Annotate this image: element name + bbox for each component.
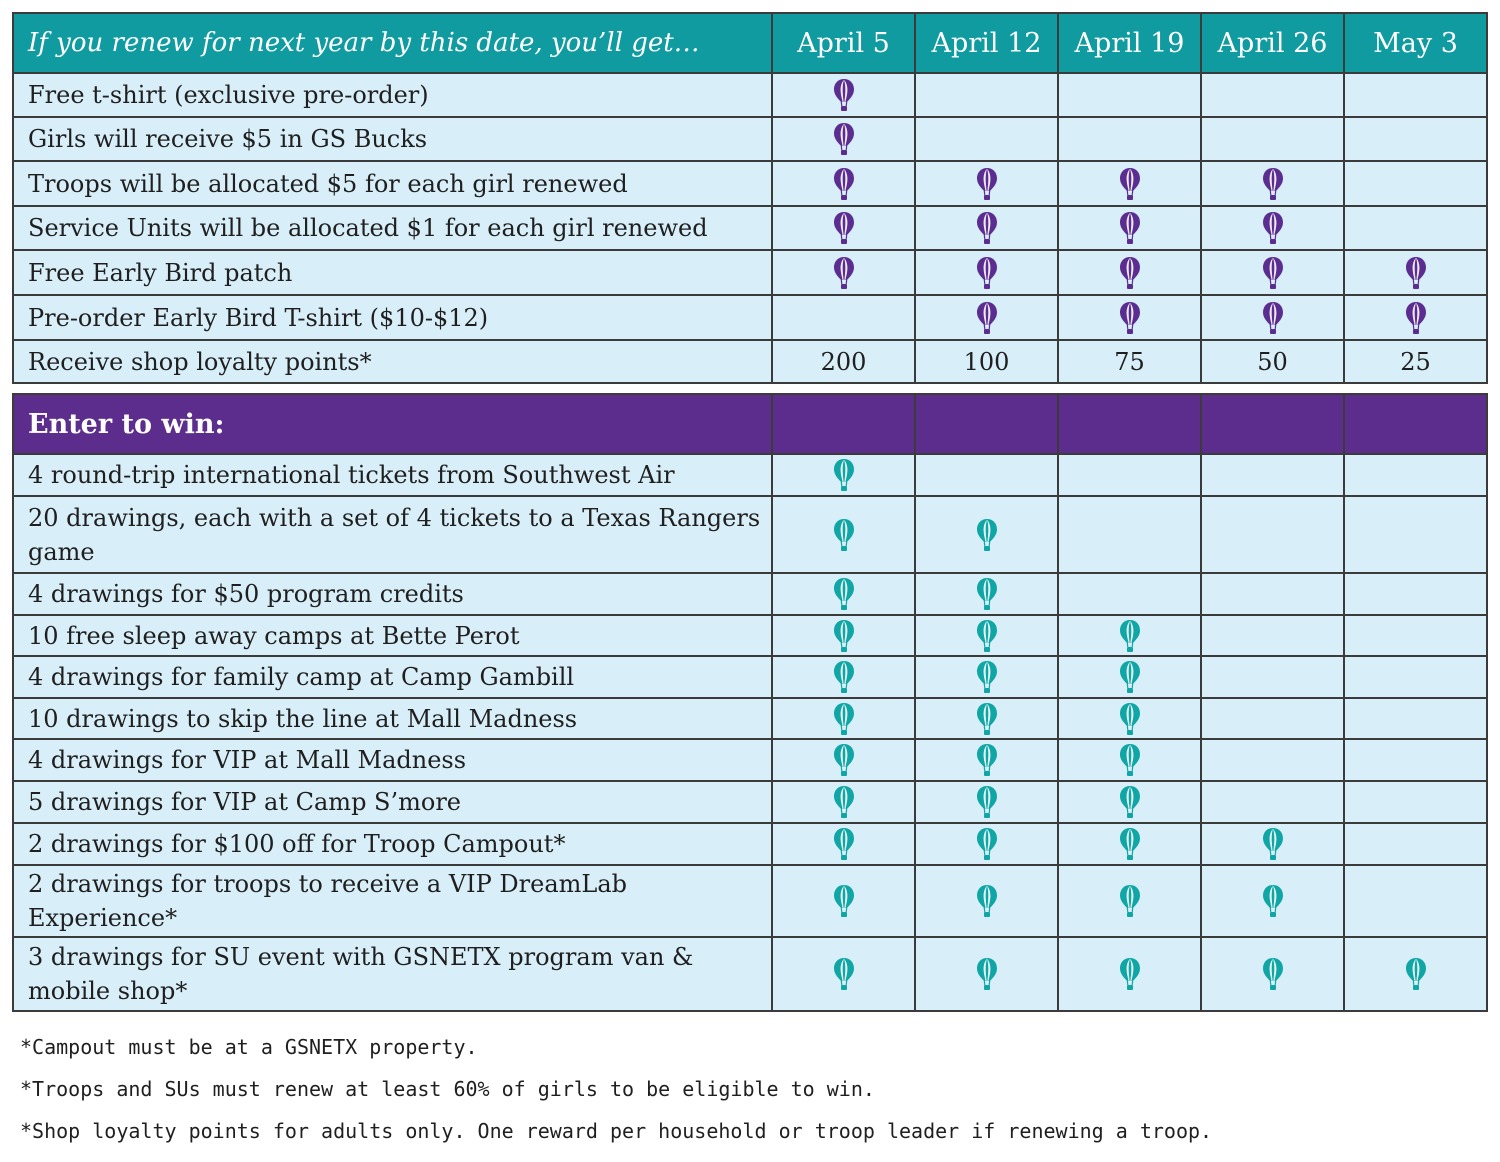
row-label: Troops will be allocated $5 for each girl renewed xyxy=(13,161,772,206)
teal-hot-air-balloon-icon xyxy=(1119,660,1141,694)
empty-cell xyxy=(1058,454,1201,496)
marked-cell xyxy=(915,295,1058,340)
marked-cell xyxy=(772,250,915,295)
marked-cell xyxy=(772,73,915,117)
row-label: Pre-order Early Bird T-shirt ($10-$12) xyxy=(13,295,772,340)
teal-hot-air-balloon-icon xyxy=(1405,957,1427,991)
purple-hot-air-balloon-icon xyxy=(1119,301,1141,335)
marked-cell xyxy=(915,161,1058,206)
marked-cell xyxy=(772,823,915,865)
renewal-benefits-table xyxy=(12,12,1488,384)
marked-cell xyxy=(1201,823,1344,865)
points-value-cell: 200 xyxy=(772,340,915,383)
marked-cell xyxy=(1058,781,1201,823)
teal-hot-air-balloon-icon xyxy=(976,577,998,611)
marked-cell xyxy=(1058,865,1201,937)
teal-hot-air-balloon-icon xyxy=(833,577,855,611)
marked-cell xyxy=(915,937,1058,1011)
empty-cell xyxy=(1201,117,1344,161)
purple-hot-air-balloon-icon xyxy=(976,211,998,245)
empty-cell xyxy=(915,73,1058,117)
teal-hot-air-balloon-icon xyxy=(833,884,855,918)
empty-header-cell xyxy=(1058,394,1201,454)
empty-cell xyxy=(1201,656,1344,698)
empty-cell xyxy=(1344,656,1487,698)
row-label: 2 drawings for $100 off for Troop Campout* xyxy=(13,823,772,865)
purple-hot-air-balloon-icon xyxy=(833,256,855,290)
purple-hot-air-balloon-icon xyxy=(833,167,855,201)
empty-cell xyxy=(1058,117,1201,161)
empty-cell xyxy=(1344,496,1487,573)
footnote: *Campout must be at a GSNETX property. xyxy=(20,1035,478,1059)
purple-hot-air-balloon-icon xyxy=(1262,256,1284,290)
marked-cell xyxy=(772,781,915,823)
marked-cell xyxy=(772,496,915,573)
purple-hot-air-balloon-icon xyxy=(1262,167,1284,201)
marked-cell xyxy=(1344,937,1487,1011)
prize-row xyxy=(13,454,1487,496)
marked-cell xyxy=(1201,937,1344,1011)
marked-cell xyxy=(915,823,1058,865)
empty-cell xyxy=(1344,739,1487,781)
empty-cell xyxy=(1344,454,1487,496)
prize-row xyxy=(13,937,1487,1011)
teal-hot-air-balloon-icon xyxy=(976,743,998,777)
empty-cell xyxy=(1058,573,1201,615)
purple-hot-air-balloon-icon xyxy=(1119,167,1141,201)
empty-header-cell xyxy=(772,394,915,454)
empty-header-cell xyxy=(1344,394,1487,454)
empty-cell xyxy=(1058,73,1201,117)
teal-hot-air-balloon-icon xyxy=(976,518,998,552)
marked-cell xyxy=(772,656,915,698)
marked-cell xyxy=(1058,615,1201,656)
marked-cell xyxy=(1058,656,1201,698)
empty-header-cell xyxy=(915,394,1058,454)
points-value-cell: 25 xyxy=(1344,340,1487,383)
empty-cell xyxy=(1201,615,1344,656)
date-column-header: April 26 xyxy=(1201,13,1344,73)
marked-cell xyxy=(915,206,1058,250)
prize-header-title: Enter to win: xyxy=(13,394,772,454)
empty-cell xyxy=(1201,573,1344,615)
teal-hot-air-balloon-icon xyxy=(1119,884,1141,918)
prize-row xyxy=(13,496,1487,573)
prize-row xyxy=(13,615,1487,656)
row-label: Receive shop loyalty points* xyxy=(13,340,772,383)
empty-cell xyxy=(1058,496,1201,573)
row-label: 3 drawings for SU event with GSNETX program van & mobile shop* xyxy=(13,937,772,1011)
teal-hot-air-balloon-icon xyxy=(833,518,855,552)
teal-hot-air-balloon-icon xyxy=(833,785,855,819)
marked-cell xyxy=(915,739,1058,781)
date-column-header: April 12 xyxy=(915,13,1058,73)
renewal-header-row xyxy=(13,13,1487,73)
prize-drawings-table xyxy=(12,393,1488,1012)
teal-hot-air-balloon-icon xyxy=(1262,827,1284,861)
points-value-cell: 50 xyxy=(1201,340,1344,383)
date-column-header: May 3 xyxy=(1344,13,1487,73)
empty-cell xyxy=(915,454,1058,496)
purple-hot-air-balloon-icon xyxy=(976,256,998,290)
marked-cell xyxy=(915,865,1058,937)
empty-cell xyxy=(1344,781,1487,823)
teal-hot-air-balloon-icon xyxy=(1119,957,1141,991)
teal-hot-air-balloon-icon xyxy=(833,957,855,991)
points-value-cell: 75 xyxy=(1058,340,1201,383)
marked-cell xyxy=(772,206,915,250)
purple-hot-air-balloon-icon xyxy=(1262,211,1284,245)
marked-cell xyxy=(772,454,915,496)
benefit-row xyxy=(13,340,1487,383)
teal-hot-air-balloon-icon xyxy=(833,458,855,492)
row-label: 20 drawings, each with a set of 4 tickets to a Texas Rangers game xyxy=(13,496,772,573)
marked-cell xyxy=(915,573,1058,615)
purple-hot-air-balloon-icon xyxy=(1262,301,1284,335)
empty-cell xyxy=(1344,206,1487,250)
marked-cell xyxy=(1201,206,1344,250)
teal-hot-air-balloon-icon xyxy=(1119,702,1141,736)
empty-cell xyxy=(1344,823,1487,865)
teal-hot-air-balloon-icon xyxy=(976,957,998,991)
teal-hot-air-balloon-icon xyxy=(1119,785,1141,819)
empty-cell xyxy=(1344,573,1487,615)
marked-cell xyxy=(1058,698,1201,739)
prize-row xyxy=(13,823,1487,865)
footnote: *Shop loyalty points for adults only. One reward per household or troop leader if renewing a troop. xyxy=(20,1119,1213,1143)
teal-hot-air-balloon-icon xyxy=(976,827,998,861)
teal-hot-air-balloon-icon xyxy=(976,884,998,918)
purple-hot-air-balloon-icon xyxy=(1405,256,1427,290)
empty-cell xyxy=(1201,496,1344,573)
teal-hot-air-balloon-icon xyxy=(833,827,855,861)
benefit-row xyxy=(13,250,1487,295)
marked-cell xyxy=(915,781,1058,823)
teal-hot-air-balloon-icon xyxy=(833,702,855,736)
marked-cell xyxy=(772,615,915,656)
empty-cell xyxy=(1344,615,1487,656)
teal-hot-air-balloon-icon xyxy=(833,743,855,777)
row-label: 10 free sleep away camps at Bette Perot xyxy=(13,615,772,656)
marked-cell xyxy=(1201,865,1344,937)
purple-hot-air-balloon-icon xyxy=(1119,211,1141,245)
prize-row xyxy=(13,573,1487,615)
marked-cell xyxy=(915,615,1058,656)
marked-cell xyxy=(1344,295,1487,340)
empty-cell xyxy=(1201,698,1344,739)
marked-cell xyxy=(915,250,1058,295)
row-label: 5 drawings for VIP at Camp S’more xyxy=(13,781,772,823)
row-label: 4 drawings for VIP at Mall Madness xyxy=(13,739,772,781)
benefit-row xyxy=(13,206,1487,250)
empty-cell xyxy=(1344,865,1487,937)
marked-cell xyxy=(772,117,915,161)
points-value-cell: 100 xyxy=(915,340,1058,383)
marked-cell xyxy=(1058,161,1201,206)
teal-hot-air-balloon-icon xyxy=(1119,827,1141,861)
empty-cell xyxy=(1344,73,1487,117)
row-label: Service Units will be allocated $1 for each girl renewed xyxy=(13,206,772,250)
teal-hot-air-balloon-icon xyxy=(833,660,855,694)
purple-hot-air-balloon-icon xyxy=(976,301,998,335)
marked-cell xyxy=(915,698,1058,739)
benefit-row xyxy=(13,161,1487,206)
row-label: 10 drawings to skip the line at Mall Madness xyxy=(13,698,772,739)
marked-cell xyxy=(1058,739,1201,781)
purple-hot-air-balloon-icon xyxy=(833,211,855,245)
marked-cell xyxy=(1201,250,1344,295)
marked-cell xyxy=(772,698,915,739)
marked-cell xyxy=(1058,937,1201,1011)
marked-cell xyxy=(772,937,915,1011)
empty-cell xyxy=(1201,781,1344,823)
empty-cell xyxy=(1344,698,1487,739)
marked-cell xyxy=(1058,206,1201,250)
date-column-header: April 19 xyxy=(1058,13,1201,73)
marked-cell xyxy=(915,496,1058,573)
empty-cell xyxy=(1344,161,1487,206)
teal-hot-air-balloon-icon xyxy=(976,785,998,819)
empty-cell xyxy=(915,117,1058,161)
marked-cell xyxy=(915,656,1058,698)
purple-hot-air-balloon-icon xyxy=(1405,301,1427,335)
empty-cell xyxy=(1201,454,1344,496)
marked-cell xyxy=(772,573,915,615)
prize-row xyxy=(13,656,1487,698)
teal-hot-air-balloon-icon xyxy=(1119,619,1141,653)
row-label: 2 drawings for troops to receive a VIP DreamLab Experience* xyxy=(13,865,772,937)
teal-hot-air-balloon-icon xyxy=(833,619,855,653)
marked-cell xyxy=(1058,250,1201,295)
marked-cell xyxy=(1201,295,1344,340)
marked-cell xyxy=(772,739,915,781)
benefit-row xyxy=(13,73,1487,117)
purple-hot-air-balloon-icon xyxy=(833,122,855,156)
row-label: 4 drawings for family camp at Camp Gambill xyxy=(13,656,772,698)
purple-hot-air-balloon-icon xyxy=(976,167,998,201)
teal-hot-air-balloon-icon xyxy=(976,702,998,736)
teal-hot-air-balloon-icon xyxy=(1262,957,1284,991)
purple-hot-air-balloon-icon xyxy=(1119,256,1141,290)
teal-hot-air-balloon-icon xyxy=(1119,743,1141,777)
empty-cell xyxy=(1201,739,1344,781)
benefit-row xyxy=(13,117,1487,161)
empty-cell xyxy=(1344,117,1487,161)
footnotes xyxy=(20,1026,1212,1152)
date-column-header: April 5 xyxy=(772,13,915,73)
prize-row xyxy=(13,698,1487,739)
renewal-header-title: If you renew for next year by this date, you’ll get… xyxy=(13,13,772,73)
empty-cell xyxy=(772,295,915,340)
row-label: Girls will receive $5 in GS Bucks xyxy=(13,117,772,161)
row-label: Free t-shirt (exclusive pre-order) xyxy=(13,73,772,117)
marked-cell xyxy=(1058,823,1201,865)
marked-cell xyxy=(772,865,915,937)
marked-cell xyxy=(1201,161,1344,206)
prize-row xyxy=(13,865,1487,937)
empty-cell xyxy=(1201,73,1344,117)
row-label: 4 round-trip international tickets from Southwest Air xyxy=(13,454,772,496)
prize-row xyxy=(13,781,1487,823)
prize-row xyxy=(13,739,1487,781)
marked-cell xyxy=(1344,250,1487,295)
teal-hot-air-balloon-icon xyxy=(1262,884,1284,918)
marked-cell xyxy=(772,161,915,206)
purple-hot-air-balloon-icon xyxy=(833,78,855,112)
benefit-row xyxy=(13,295,1487,340)
marked-cell xyxy=(1058,295,1201,340)
teal-hot-air-balloon-icon xyxy=(976,660,998,694)
row-label: Free Early Bird patch xyxy=(13,250,772,295)
footnote: *Troops and SUs must renew at least 60% of girls to be eligible to win. xyxy=(20,1077,875,1101)
empty-header-cell xyxy=(1201,394,1344,454)
prize-header-row xyxy=(13,394,1487,454)
teal-hot-air-balloon-icon xyxy=(976,619,998,653)
row-label: 4 drawings for $50 program credits xyxy=(13,573,772,615)
